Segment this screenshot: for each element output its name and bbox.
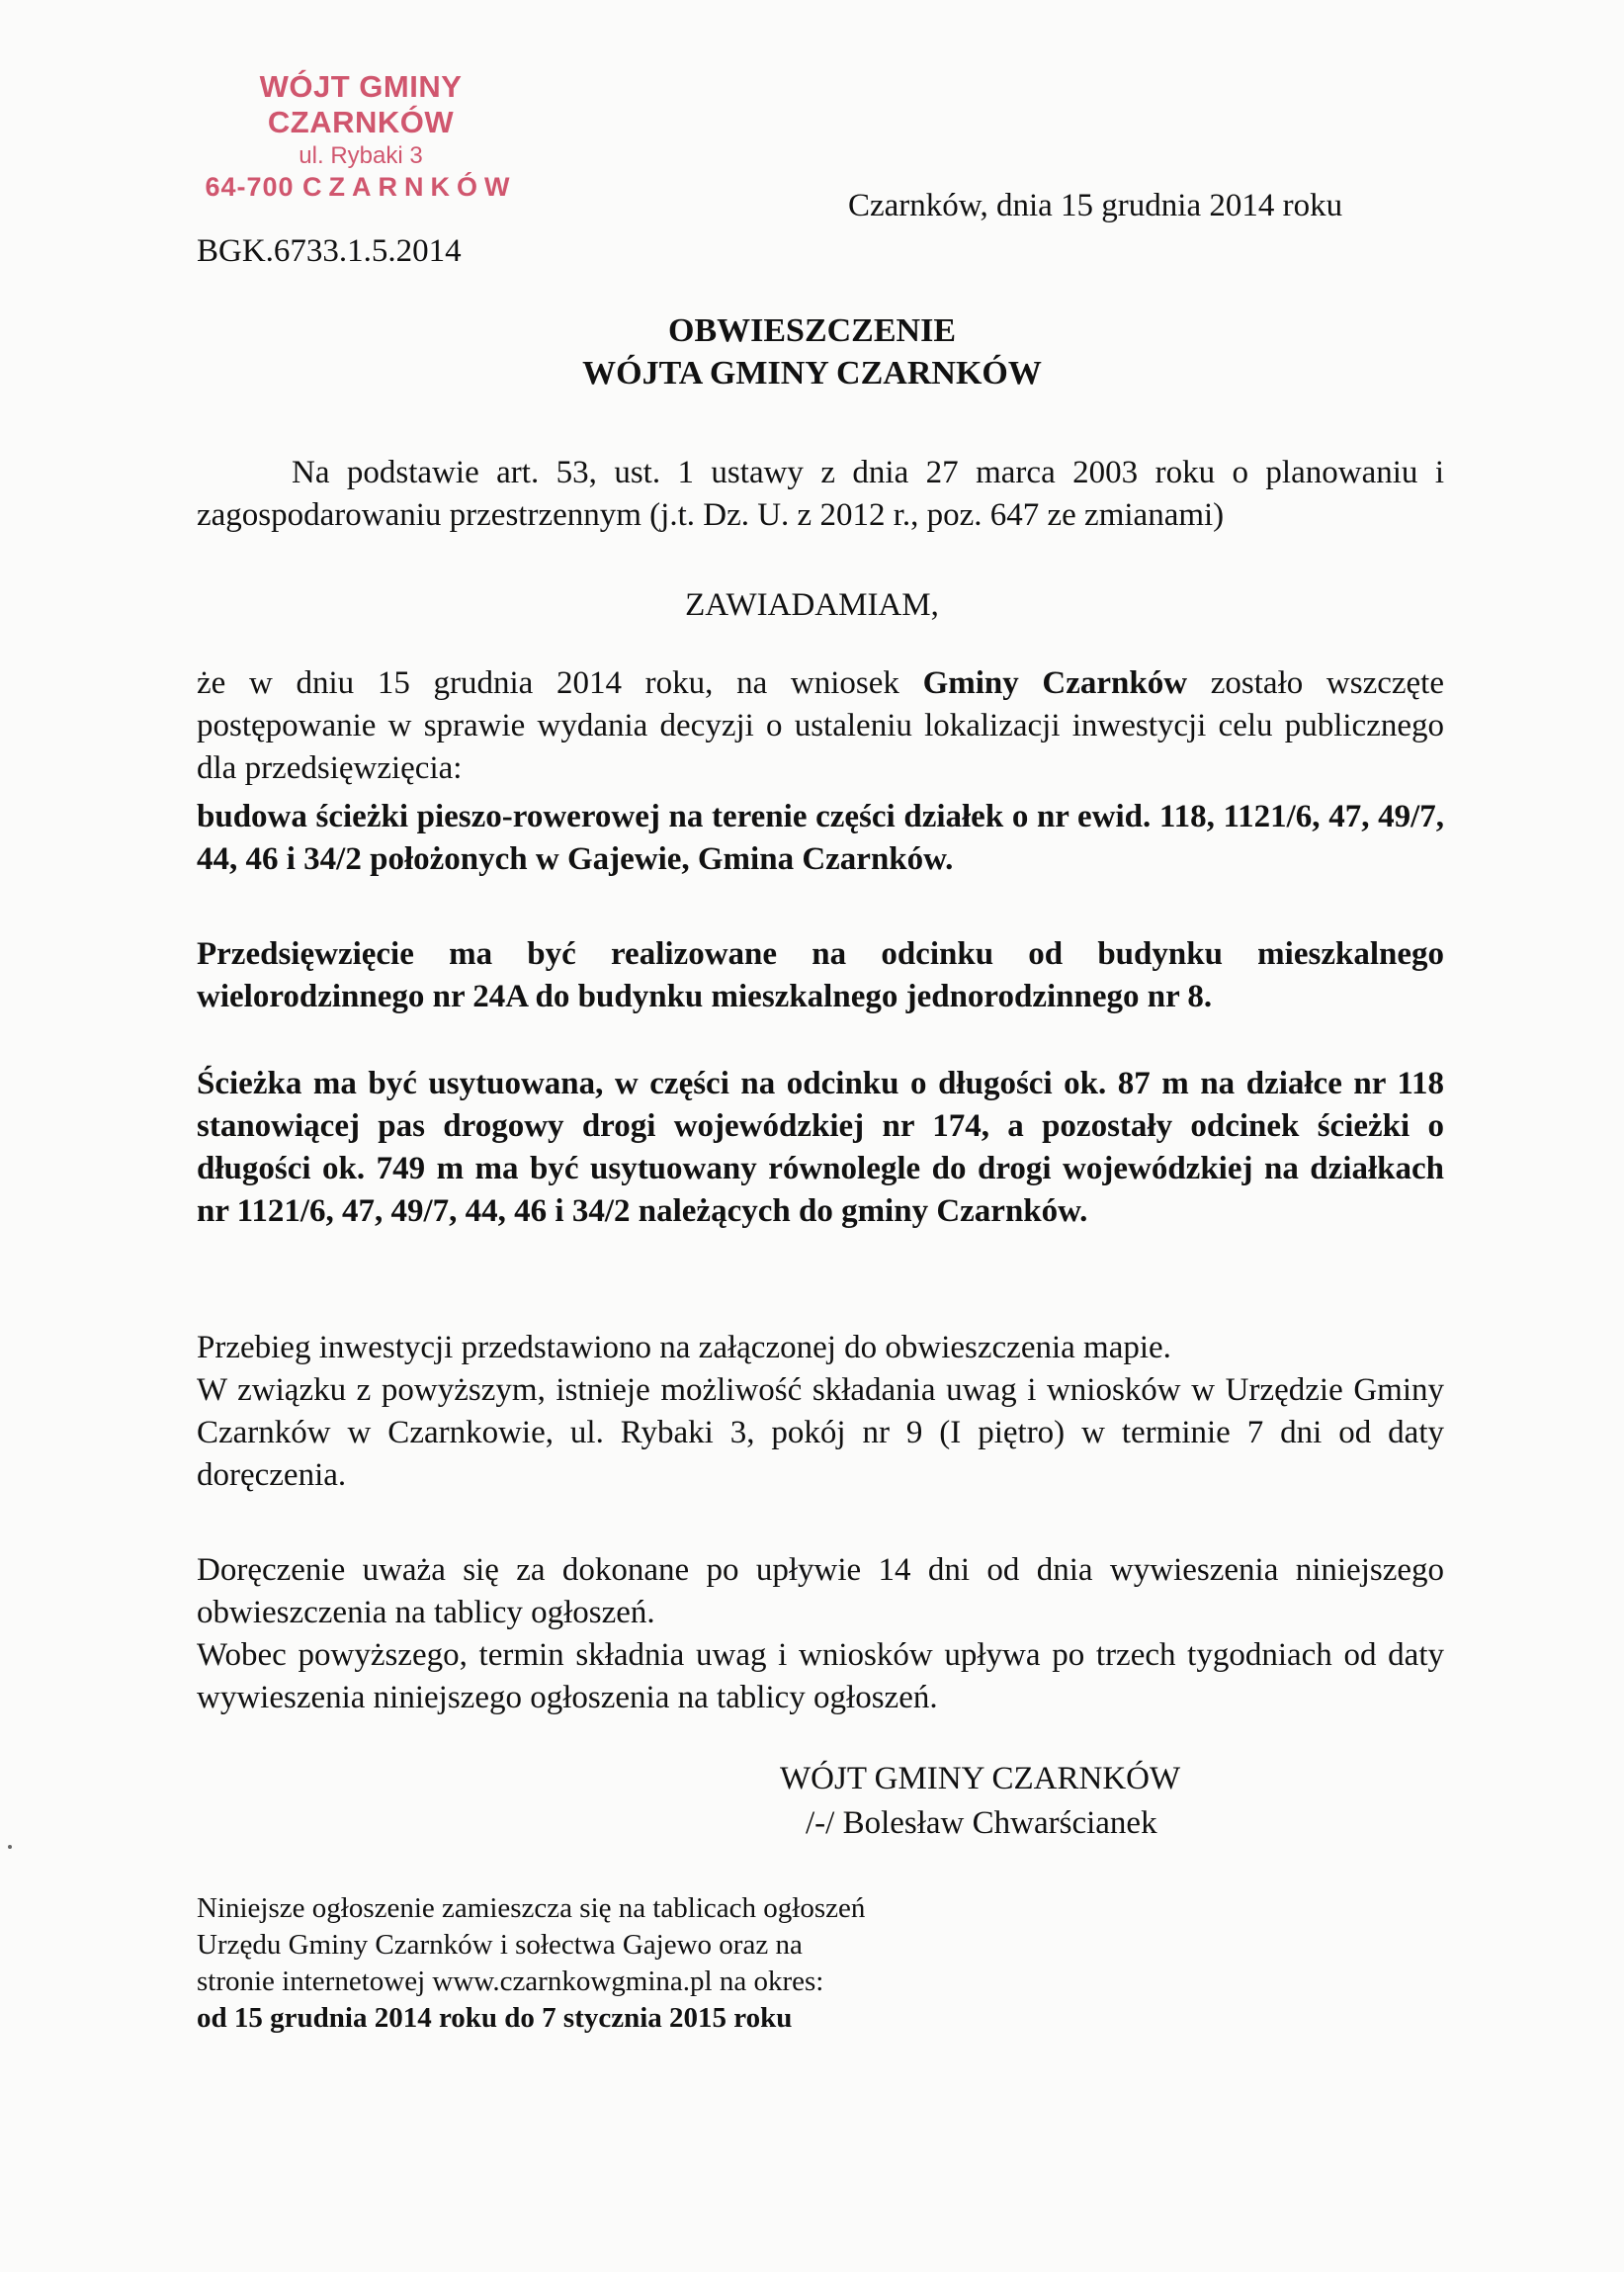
initiation-text-start: że w dniu 15 grudnia 2014 roku, na wniosek xyxy=(197,665,923,701)
paragraph-map: Przebieg inwestycji przedstawiono na załączonej do obwieszczenia mapie. xyxy=(197,1330,1171,1365)
signature-name: /-/ Bolesław Chwarścianek xyxy=(806,1805,1157,1841)
project-description: budowa ścieżki pieszo-rowerowej na terenie części działek o nr ewid. 118, 1121/6, 47, 49/7, 44, 46 i 34/2 położonych w Gajewie, Gmina Czarnków. xyxy=(197,799,1444,877)
scan-speck xyxy=(8,1845,12,1849)
announcement-word: ZAWIADAMIAM, xyxy=(685,587,939,623)
publication-period: od 15 grudnia 2014 roku do 7 stycznia 2015 roku xyxy=(197,2002,793,2034)
stamp-office: WÓJT GMINY CZARNKÓW xyxy=(259,69,463,139)
legal-basis: Na podstawie art. 53, ust. 1 ustawy z dnia 27 marca 2003 roku o planowaniu i zagospodarowaniu przestrzennym (j.t. Dz. U. z 2012 r., poz. 647 ze zmianami) xyxy=(197,455,1444,533)
applicant-name: Gminy Czarnków xyxy=(922,665,1188,701)
stamp-postcode: 64-700 xyxy=(205,172,303,202)
stamp-city: CZARNKÓW xyxy=(302,172,517,202)
initiation-text-end: zostało wszczęte postępowanie w sprawie wydania decyzji o ustaleniu lokalizacji inwestycji celu publicznego dla przedsięwzięcia: xyxy=(197,665,1444,786)
official-stamp xyxy=(173,69,549,203)
document-title: OBWIESZCZENIE xyxy=(668,312,956,349)
place-and-date: Czarnków, dnia 15 grudnia 2014 roku xyxy=(848,188,1343,223)
paragraph-path-location: Ścieżka ma być usytuowana, w części na odcinku o długości ok. 87 m na działce nr 118 stanowiącej pas drogowy drogi wojewódzkiej nr 174, a pozostały odcinek ścieżki o długości ok. 749 m ma być usytuowany równolegle do drogi wojewódzkiej na działkach nr 1121/6, 47, 49/7, 44, 46 i 34/2 należących do gminy Czarnków. xyxy=(197,1066,1444,1229)
reference-number: BGK.6733.1.5.2014 xyxy=(197,233,462,269)
stamp-city-line xyxy=(173,172,549,203)
signature-office: WÓJT GMINY CZARNKÓW xyxy=(780,1761,1181,1796)
stamp-street: ul. Rybaki 3 xyxy=(299,142,423,169)
paragraph-comments: W związku z powyższym, istnieje możliwość składania uwag i wniosków w Urzędzie Gminy Czarnków w Czarnkowie, ul. Rybaki 3, pokój nr 9 (I piętro) w terminie 7 dni od daty doręczenia. xyxy=(197,1372,1444,1493)
paragraph-deadline: Wobec powyższego, termin składnia uwag i wniosków upływa po trzech tygodniach od daty wywieszenia niniejszego ogłoszenia na tablicy ogłoszeń. xyxy=(197,1637,1444,1715)
document-subtitle: WÓJTA GMINY CZARNKÓW xyxy=(582,355,1042,392)
paragraph-section: Przedsięwzięcie ma być realizowane na odcinku od budynku mieszkalnego wielorodzinnego nr 24A do budynku mieszkalnego jednorodzinnego nr 8. xyxy=(197,936,1444,1014)
publication-note-line: stronie internetowej www.czarnkowgmina.pl na okres: xyxy=(197,1966,824,1997)
paragraph-initiation xyxy=(197,662,1444,790)
publication-note xyxy=(197,1890,865,2037)
paragraph-delivery: Doręczenie uważa się za dokonane po upływie 14 dni od dnia wywieszenia niniejszego obwieszczenia na tablicy ogłoszeń. xyxy=(197,1552,1444,1630)
publication-note-line: Urzędu Gminy Czarnków i sołectwa Gajewo oraz na xyxy=(197,1929,803,1961)
publication-note-line: Niniejsze ogłoszenie zamieszcza się na tablicach ogłoszeń xyxy=(197,1892,866,1924)
